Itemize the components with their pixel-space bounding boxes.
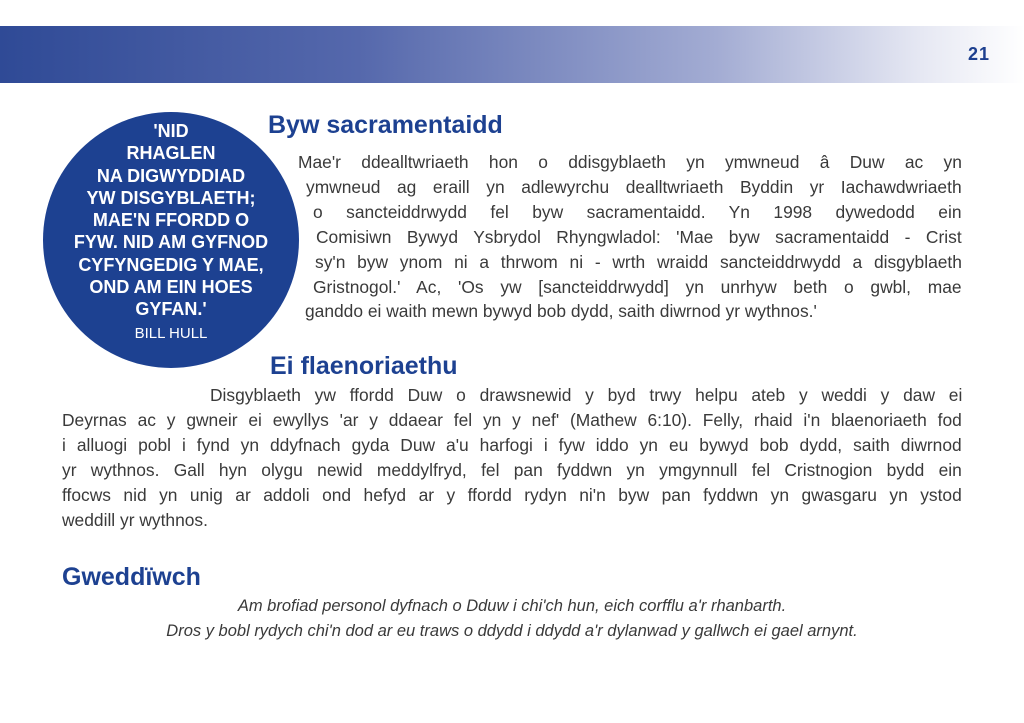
quote-line: FYW. NID AM GYFNOD <box>73 232 269 253</box>
quote-line: OND AM EIN HOES <box>89 277 253 298</box>
paragraph-line: Deyrnas ac y gwneir ei ewyllys 'ar y ddaear fel yn y nef' (Mathew 6:10). Felly, rhaid i'n blaenoriaeth fod <box>62 410 962 430</box>
quote-line: GYFAN.' <box>135 299 207 320</box>
paragraph-line: sy'n byw ynom ni a thrwom ni - wrth wraidd sancteiddrwydd a disgyblaeth <box>315 252 962 272</box>
header-band <box>0 26 1024 83</box>
section-heading: Gweddïwch <box>62 563 201 591</box>
paragraph-line: yr wythnos. Gall hyn olygu newid meddylfryd, fel pan fyddwn yn ymgynnull fel Cristnogion bydd ein <box>62 460 962 480</box>
prayer-line: Dros y bobl rydych chi'n dod ar eu traws o ddydd i ddydd a'r dylanwad y gallwch ei gael arnynt. <box>166 622 858 640</box>
paragraph-line: Mae'r ddealltwriaeth hon o ddisgyblaeth yn ymwneud â Duw ac yn <box>298 152 962 172</box>
paragraph-line: i alluogi pobl i fynd yn ddyfnach gyda Duw a'u harfogi i fyw iddo yn eu bywyd bob dydd, saith diwrnod <box>62 435 962 455</box>
quote-line: YW DISGYBLAETH; <box>86 187 256 208</box>
quote-line: NA DIGWYDDIAD <box>96 165 246 186</box>
section-heading: Ei flaenoriaethu <box>270 352 458 380</box>
section-heading: Byw sacramentaidd <box>268 111 503 139</box>
page-number: 21 <box>967 44 990 64</box>
paragraph-line: Gristnogol.' Ac, 'Os yw [sancteiddrwydd] yn unrhyw beth o gwbl, mae <box>313 277 962 297</box>
pull-quote <box>43 120 299 321</box>
quote-author: BILL HULL <box>134 325 208 342</box>
paragraph-line: ffocws nid yn unig ar addoli ond hefyd ar y ffordd rydyn ni'n byw pan fyddwn yn gwasgaru yn ystod <box>62 485 962 505</box>
quote-line: 'NID <box>153 121 189 141</box>
prayer-line: Am brofiad personol dyfnach o Dduw i chi'ch hun, eich corfflu a'r rhanbarth. <box>237 597 787 615</box>
paragraph-line: Disgyblaeth yw ffordd Duw o drawsnewid y byd trwy helpu ateb y weddi y daw ei <box>210 385 963 405</box>
quote-line: CYFYNGEDIG Y MAE, <box>78 254 264 275</box>
paragraph-line: ganddo ei waith mewn bywyd bob dydd, saith diwrnod yr wythnos.' <box>305 301 817 321</box>
paragraph-line: Comisiwn Bywyd Ysbrydol Rhyngwladol: 'Mae byw sacramentaidd - Crist <box>316 227 962 247</box>
paragraph-line: ymwneud ag eraill yn adlewyrchu dealltwriaeth Byddin yr Iachawdwriaeth <box>306 177 962 197</box>
paragraph-line: o sancteiddrwydd fel byw sacramentaidd. Yn 1998 dywedodd ein <box>313 202 962 222</box>
quote-line: RHAGLEN <box>126 143 216 164</box>
quote-line: MAE'N FFORDD O <box>92 210 250 231</box>
paragraph-line: weddill yr wythnos. <box>62 510 208 530</box>
